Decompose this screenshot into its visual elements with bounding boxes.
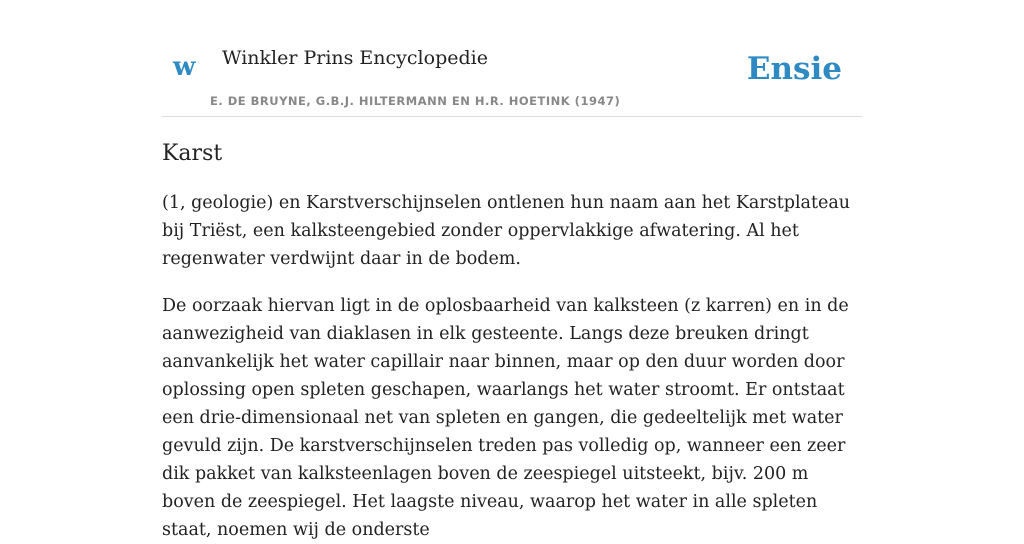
- article: [162, 138, 862, 544]
- site-header: [162, 0, 862, 117]
- article-headword: Karst: [162, 141, 223, 166]
- encyclopedia-authors: E. DE BRUYNE, G.B.J. HILTERMANN EN H.R. HOETINK (1947): [210, 94, 621, 108]
- encyclopedia-logo-icon[interactable]: w: [173, 52, 196, 82]
- article-paragraph: (1, geologie) en Karstverschijnselen ontlenen hun naam aan het Karstplateau bij Triëst, een kalksteengebied zonder oppervlakkige afwatering. Al het regenwater verdwijnt daar in de bodem.: [162, 193, 851, 269]
- ensie-brand-link[interactable]: Ensie: [746, 51, 842, 87]
- encyclopedia-title[interactable]: Winkler Prins Encyclopedie: [222, 47, 488, 69]
- article-paragraph: De oorzaak hiervan ligt in de oplosbaarheid van kalksteen (z karren) en in de aanwezigheid van diaklasen in elk gesteente. Langs deze breuken dringt aanvankelijk het water capillair naar binnen, maar op den duur worden door oplossing open spleten geschapen, waarlangs het water stroomt. Er ontstaat een drie-dimensionaal net van spleten en gangen, die gedeeltelijk met water gevuld zijn. De karstverschijnselen treden pas volledig op, wanneer een zeer dik pakket van kalksteenlagen boven de zeespiegel uitsteekt, bijv. 200 m boven de zeespiegel. Het laagste niveau, waarop het water in alle spleten staat, noemen wij de onderste: [162, 296, 849, 540]
